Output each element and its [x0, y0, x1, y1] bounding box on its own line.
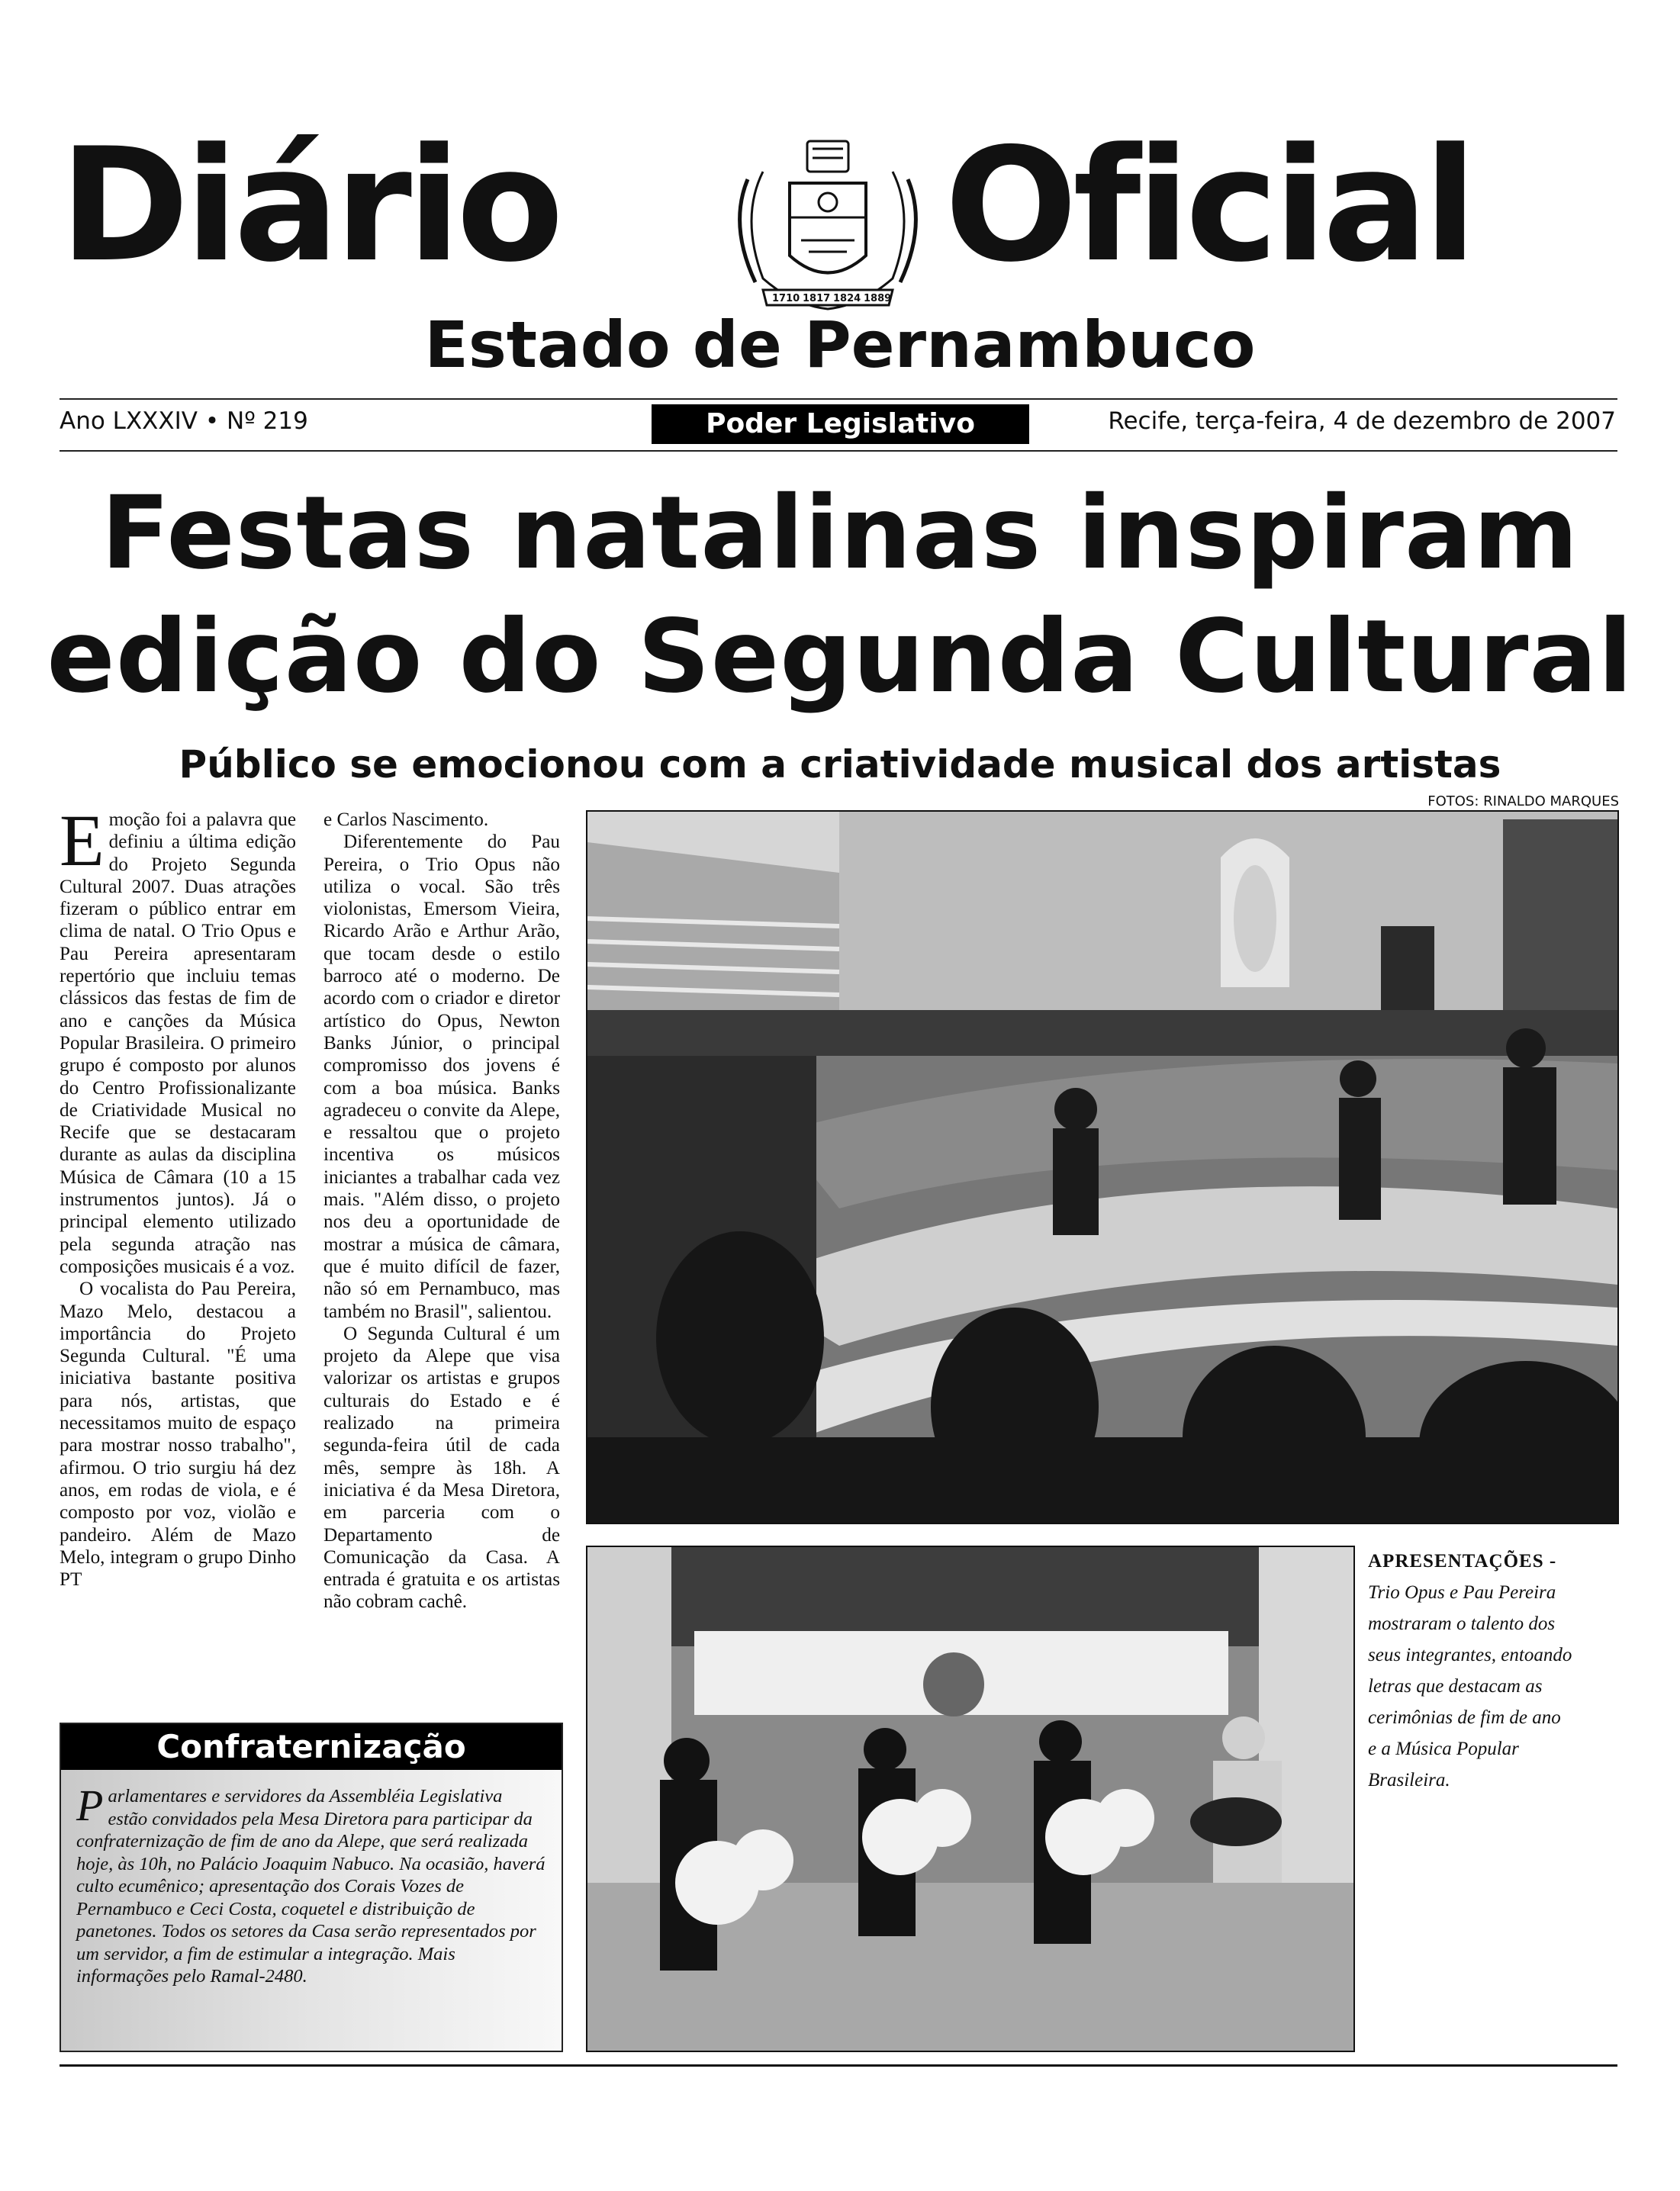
page-bottom-rule [60, 2064, 1617, 2067]
svg-text:1817: 1817 [803, 293, 831, 304]
article-paragraph: e Carlos Nascimento. [323, 809, 489, 830]
box-body [61, 1770, 562, 1988]
drop-cap: E [60, 800, 105, 881]
masthead-subtitle: Estado de Pernambuco [424, 307, 1256, 382]
box-drop-cap: P [76, 1781, 104, 1830]
article-column-2 [323, 809, 560, 1613]
box-title: Confraternização [61, 1724, 562, 1770]
article-paragraph: O vocalista do Pau Pereira, Mazo Melo, destacou a importância do Projeto Segunda Cultural. "É uma iniciativa bastante positiva para nós, artistas, que necessitamos muito de espaço para mostrar nosso trabalho", afirmou. O trio surgiu há dez anos, em rodas de viola, e é composto por voz, violão e pandeiro. Além de Mazo Melo, integram o grupo Dinho PT [60, 1279, 296, 1591]
issue-number: Ano LXXXIV • Nº 219 [60, 407, 308, 435]
photo-credit: FOTOS: RINALDO MARQUES [1427, 793, 1619, 809]
headline: Festas natalinas inspiram edição do Segunda Cultural [47, 475, 1633, 716]
guitar-trio-photo [586, 1546, 1355, 2052]
masthead-title-left: Diário [60, 115, 559, 297]
svg-text:1889: 1889 [864, 293, 892, 304]
masthead-rule-bottom [60, 450, 1617, 452]
masthead-rule-top [60, 398, 1617, 400]
box-text: arlamentares e servidores da Assembléia Legislativa estão convidados pela Mesa Diretora para participar da confraternização de fim de ano da Alepe, que será realizada hoje, às 10h, no Palácio Joaquim Nabuco. Na ocasião, haverá culto ecumênico; apresentação dos Corais Vozes de Pernambuco e Ceci Costa, coquetel e distribuição de panetones. Todos os setores da Casa serão representados por um servidor, a fim de estimular a integração. Mais informações pelo Ramal-2480. [76, 1786, 546, 1987]
article-paragraph: Diferentemente do Pau Pereira, o Trio Opus não utiliza o vocal. São três violonistas, Emersom Vieira, Ricardo Arão e Arthur Arão, que tocam desde o estilo barroco até o moderno. De acordo com o criador e diretor artístico do Opus, Newton Banks Júnior, o principal compromisso dos jovens é com a boa música. Banks agradeceu o convite da Alepe, e ressaltou que o projeto incentiva os músicos iniciantes a trabalhar cada vez mais. "Além disso, o projeto nos deu a oportunidade de mostrar a música de câmara, que é muito difícil de fazer, não só em Pernambuco, mas também no Brasil", salientou. [323, 832, 560, 1322]
caption-text: Trio Opus e Pau Pereira mostraram o talento dos seus integrantes, entoando letras que destacam as cerimônias de fim de ano e a Música Popular Brasileira. [1368, 1582, 1572, 1790]
concert-photo [586, 810, 1619, 1524]
dateline: Recife, terça-feira, 4 de dezembro de 2007 [1108, 407, 1616, 435]
masthead-title-right: Oficial [945, 115, 1473, 297]
svg-text:1824: 1824 [833, 293, 861, 304]
svg-text:1710: 1710 [772, 293, 800, 304]
article-paragraph: Emoção foi a palavra que definiu a última edição do Projeto Segunda Cultural 2007. Duas atrações fizeram o público entrar em clima de natal. O Trio Opus e Pau Pereira apresentaram repertório que incluiu temas clássicos das festas de fim de ano e canções da Música Popular Brasileira. O primeiro grupo é composto por alunos do Centro Profissionalizante de Criatividade Musical no Recife que se destacaram durante as aulas da disciplina Música de Câmara (10 a 15 instrumentos juntos). Já o principal elemento utilizado pela segunda atração nas composições musicais é a voz. [60, 800, 296, 1277]
article-paragraph: O Segunda Cultural é um projeto da Alepe que visa valorizar os artistas e grupos culturais do Estado e é realizado na primeira segunda-feira útil de cada mês, sempre às 18h. A iniciativa é da Mesa Diretora, em parceria com o Departamento de Comunicação da Casa. A entrada é gratuita e os artistas não cobram cachê. [323, 1323, 560, 1613]
caption-title: APRESENTAÇÕES - [1368, 1551, 1557, 1572]
state-coat-of-arms-icon [717, 126, 938, 317]
deck: Público se emocionou com a criatividade musical dos artistas [179, 742, 1501, 787]
article-column-1 [60, 800, 296, 1591]
photo-caption [1368, 1546, 1574, 1796]
confraternizacao-box [60, 1723, 563, 2052]
section-badge: Poder Legislativo [652, 404, 1029, 444]
